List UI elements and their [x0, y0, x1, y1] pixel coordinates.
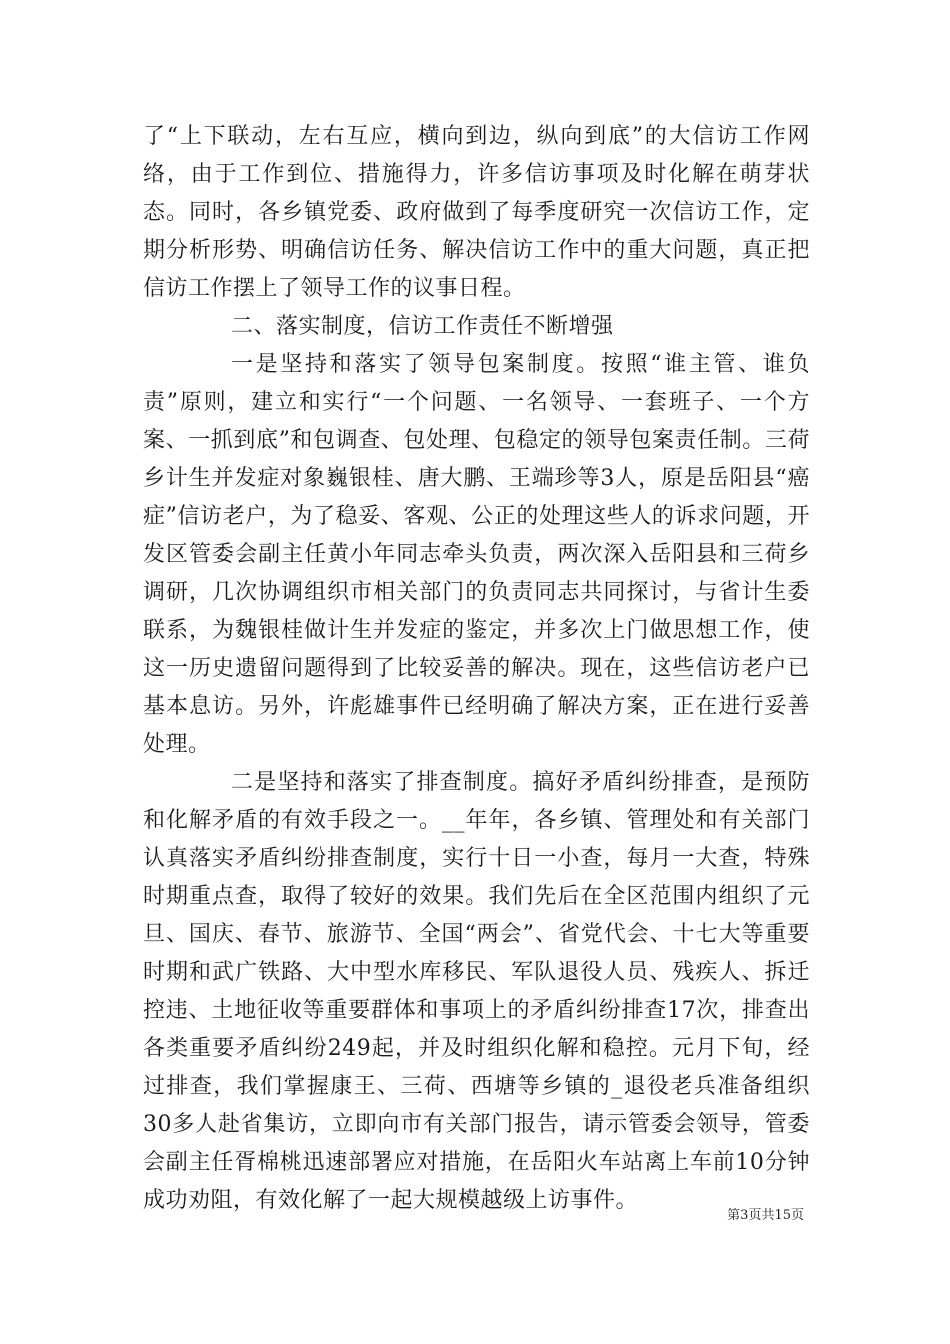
paragraph-screening-system: 二是坚持和落实了排查制度。搞好矛盾纠纷排查，是预防和化解矛盾的有效手段之一。__年年，各乡镇、管理处和有关部门认真落实矛盾纠纷排查制度，实行十日一小查，每月一大查，特殊时期重点查，取得了较好的效果。我们先后在全区范围内组织了元旦、国庆、春节、旅游节、全国“两会”、省党代会、十七大等重要时期和武广铁路、大中型水库移民、军队退役人员、残疾人、拆迁控违、土地征收等重要群体和事项上的矛盾纠纷排查17次，排查出各类重要矛盾纠纷249起，并及时组织化解和稳控。元月下旬，经过排查，我们掌握康王、三荷、西塘等乡镇的_退役老兵准备组织30多人赴省集访，立即向市有关部门报告，请示管委会领导，管委会副主任胥棉桃迅速部署应对措施，在岳阳火车站离上车前10分钟成功劝阻，有效化解了一起大规模越级上访事件。: [143, 770, 810, 1213]
page-number-footer: 第3页共15页: [727, 1208, 804, 1223]
section-heading: 二、落实制度，信访工作责任不断增强: [231, 314, 614, 339]
document-body: [143, 118, 810, 1220]
paragraph-leader-case-system: 一是坚持和落实了领导包案制度。按照“谁主管、谁负责”原则，建立和实行“一个问题、一名领导、一套班子、一个方案、一抓到底”和包调查、包处理、包稳定的领导包案责任制。三荷乡计生并发症对象巍银桂、唐大鹏、王端珍等3人，原是岳阳县“癌症”信访老户，为了稳妥、客观、公正的处理这些人的诉求问题，开发区管委会副主任黄小年同志牵头负责，两次深入岳阳县和三荷乡调研，几次协调组织市相关部门的负责同志共同探讨，与省计生委联系，为魏银桂做计生并发症的鉴定，并多次上门做思想工作，使这一历史遗留问题得到了比较妥善的解决。现在，这些信访老户已基本息访。另外，许彪雄事件已经明确了解决方案，正在进行妥善处理。: [143, 352, 810, 757]
paragraph-continuation: 了“上下联动，左右互应，横向到边，纵向到底”的大信访工作网络，由于工作到位、措施得力，许多信访事项及时化解在萌芽状态。同时，各乡镇党委、政府做到了每季度研究一次信访工作，定期分析形势、明确信访任务、解决信访工作中的重大问题，真正把信访工作摆上了领导工作的议事日程。: [143, 124, 810, 301]
